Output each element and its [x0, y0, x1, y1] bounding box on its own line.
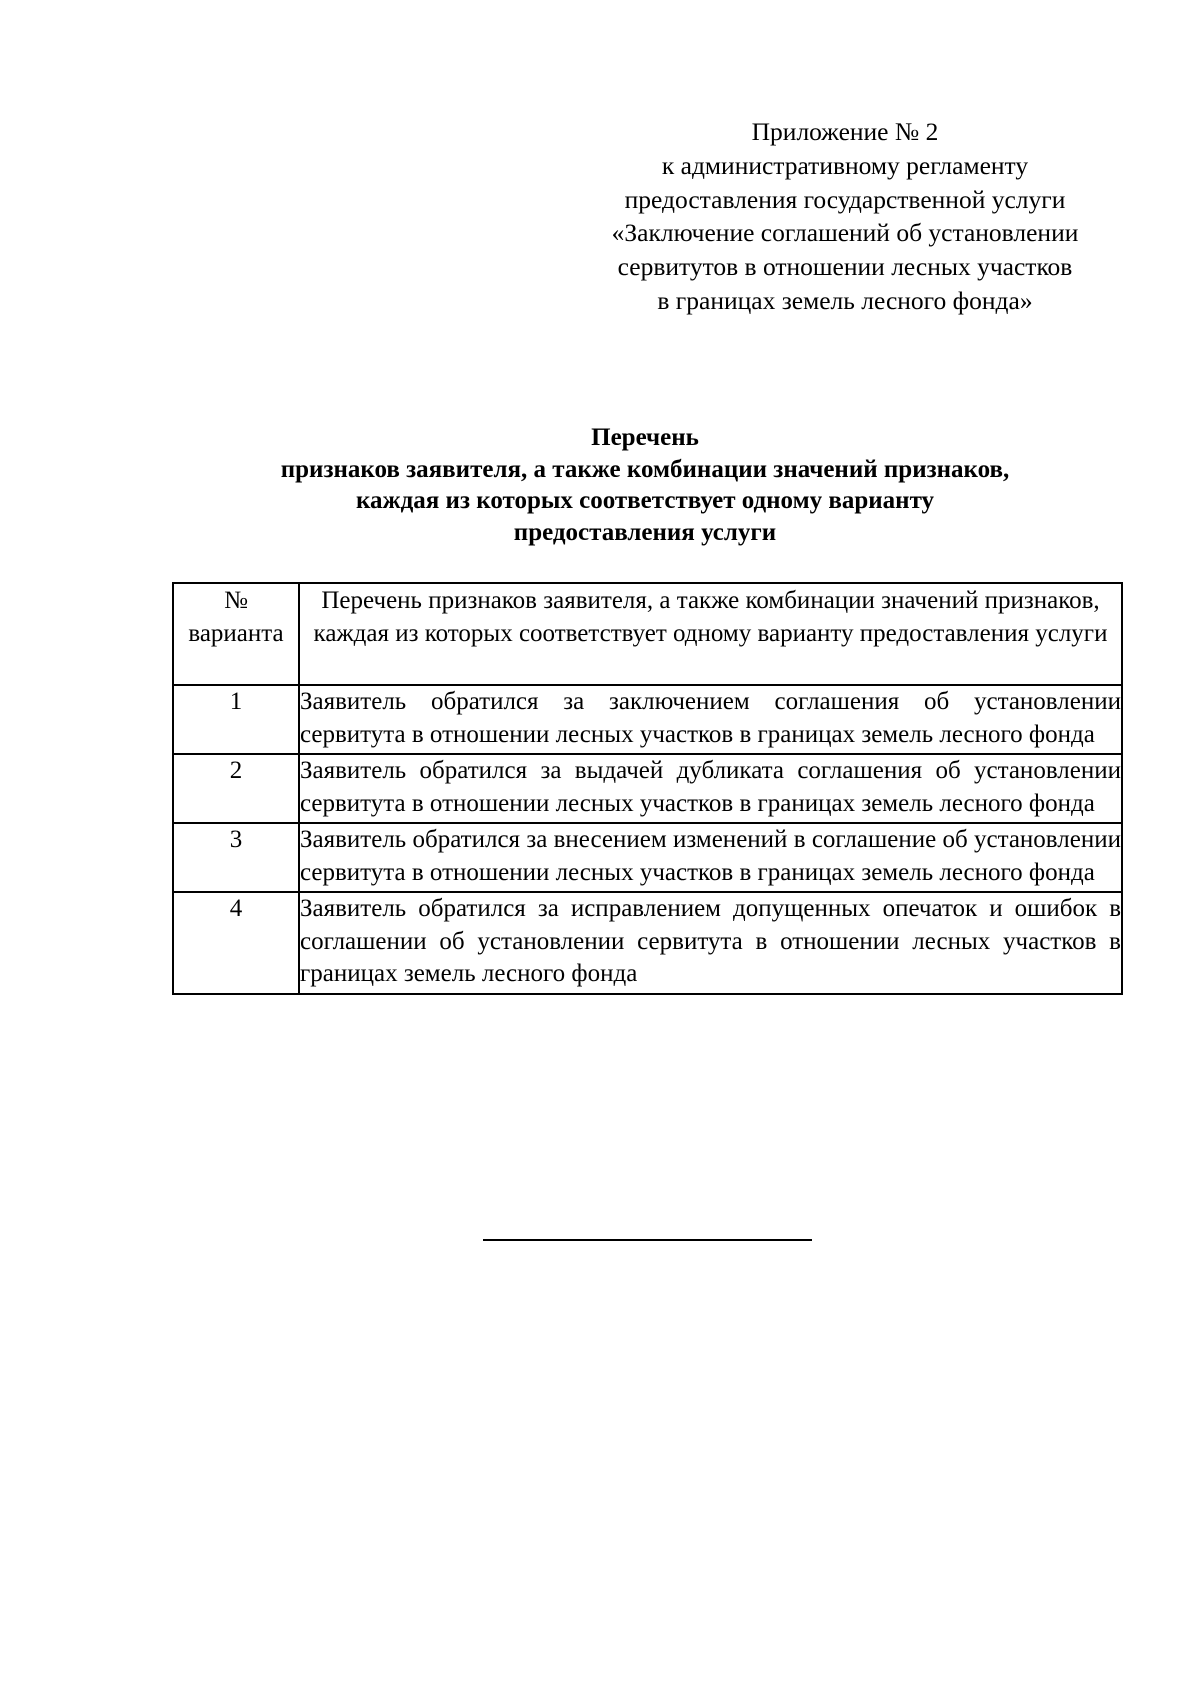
closing-divider-line	[483, 1239, 812, 1241]
table-row	[173, 685, 1122, 754]
document-heading	[150, 422, 1140, 548]
heading-title: Перечень	[591, 424, 699, 451]
appendix-line: к административному регламенту	[661, 150, 1029, 180]
column-header-description: Перечень признаков заявителя, а также комбинации значений признаков, каждая из которых соответствует одному варианту предоставления услуги	[299, 583, 1122, 685]
variant-description: Заявитель обратился за выдачей дубликата соглашения об установлении сервитута в отношении лесных участков в границах земель лесного фонда	[299, 754, 1122, 823]
heading-subtitle-line: каждая из которых соответствует одному варианту	[355, 487, 935, 514]
variant-number: 4	[173, 892, 299, 994]
variant-description: Заявитель обратился за заключением соглашения об установлении сервитута в отношении лесных участков в границах земель лесного фонда	[299, 685, 1122, 754]
table-row	[173, 892, 1122, 994]
heading-subtitle-line: предоставления услуги	[513, 518, 777, 546]
appendix-line: предоставления государственной услуги	[624, 184, 1066, 214]
appendix-line: в границах земель лесного фонда»	[657, 285, 1033, 315]
appendix-reference	[580, 115, 1110, 318]
variant-number: 3	[173, 823, 299, 892]
column-header-number-word: варианта	[188, 620, 284, 647]
column-header-number	[173, 583, 299, 685]
variant-number: 2	[173, 754, 299, 823]
column-header-number-symbol: №	[224, 587, 248, 614]
table-header-row	[173, 583, 1122, 685]
appendix-line: «Заключение соглашений об установлении	[611, 218, 1079, 248]
variant-description: Заявитель обратился за внесением изменений в соглашение об установлении сервитута в отношении лесных участков в границах земель лесного фонда	[299, 823, 1122, 892]
variants-table	[172, 582, 1123, 995]
appendix-number: Приложение № 2	[751, 117, 939, 146]
table-row	[173, 754, 1122, 823]
heading-subtitle-line: признаков заявителя, а также комбинации значений признаков,	[280, 455, 1010, 483]
variant-number: 1	[173, 685, 299, 754]
table-row	[173, 823, 1122, 892]
variant-description: Заявитель обратился за исправлением допущенных опечаток и ошибок в соглашении об установлении сервитута в отношении лесных участков в границах земель лесного фонда	[299, 892, 1122, 994]
appendix-line: сервитутов в отношении лесных участков	[617, 252, 1073, 282]
